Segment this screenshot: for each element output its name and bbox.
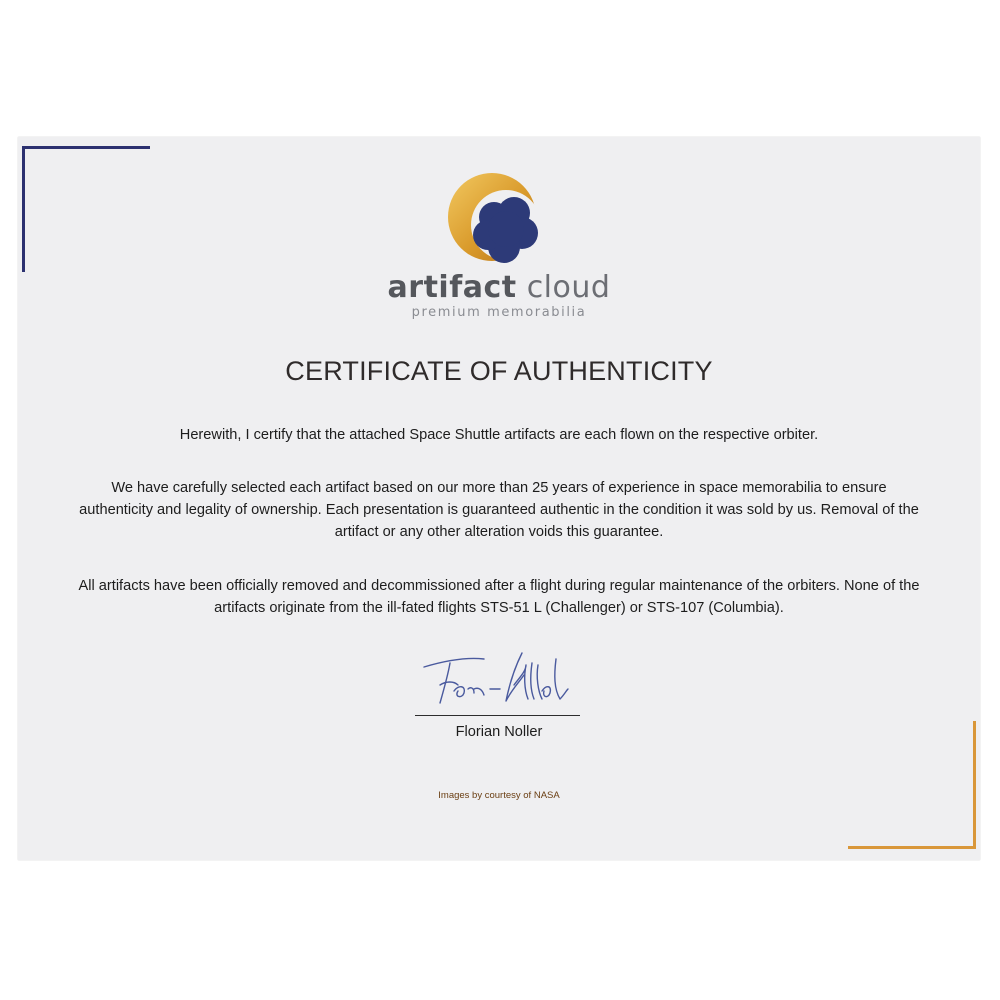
signer-name: Florian Noller — [455, 724, 543, 740]
corner-accent-top-left — [22, 146, 150, 272]
brand-name — [18, 270, 980, 306]
paragraph-removal: All artifacts have been officially removed and decommissioned after a flight during regular maintenance of the orbiters. None of the artifacts originate from the ill-fated flights STS-51 L (Challenger) or STS-107 (Columbia). — [78, 578, 920, 616]
image-credit: Images by courtesy of NASA — [438, 790, 560, 801]
certificate-sheet — [18, 137, 980, 860]
certificate-title: CERTIFICATE OF AUTHENTICITY — [285, 356, 713, 386]
brand-name-bold: artifact — [387, 270, 517, 305]
artifact-cloud-logo-icon — [446, 171, 546, 271]
signature-line — [415, 715, 580, 716]
brand-tagline: premium memorabilia — [411, 305, 587, 320]
handwritten-signature — [414, 645, 574, 715]
brand-name-light: cloud — [526, 270, 611, 305]
paragraph-certification: Herewith, I certify that the attached Space Shuttle artifacts are each flown on the respective orbiter. — [179, 427, 819, 443]
paragraph-selection: We have carefully selected each artifact based on our more than 25 years of experience in space memorabilia to ensure authenticity and legality of ownership. Each presentation is guaranteed authentic in the condition it was sold by us. Removal of the artifact or any other alteration voids this guarantee. — [79, 480, 919, 540]
